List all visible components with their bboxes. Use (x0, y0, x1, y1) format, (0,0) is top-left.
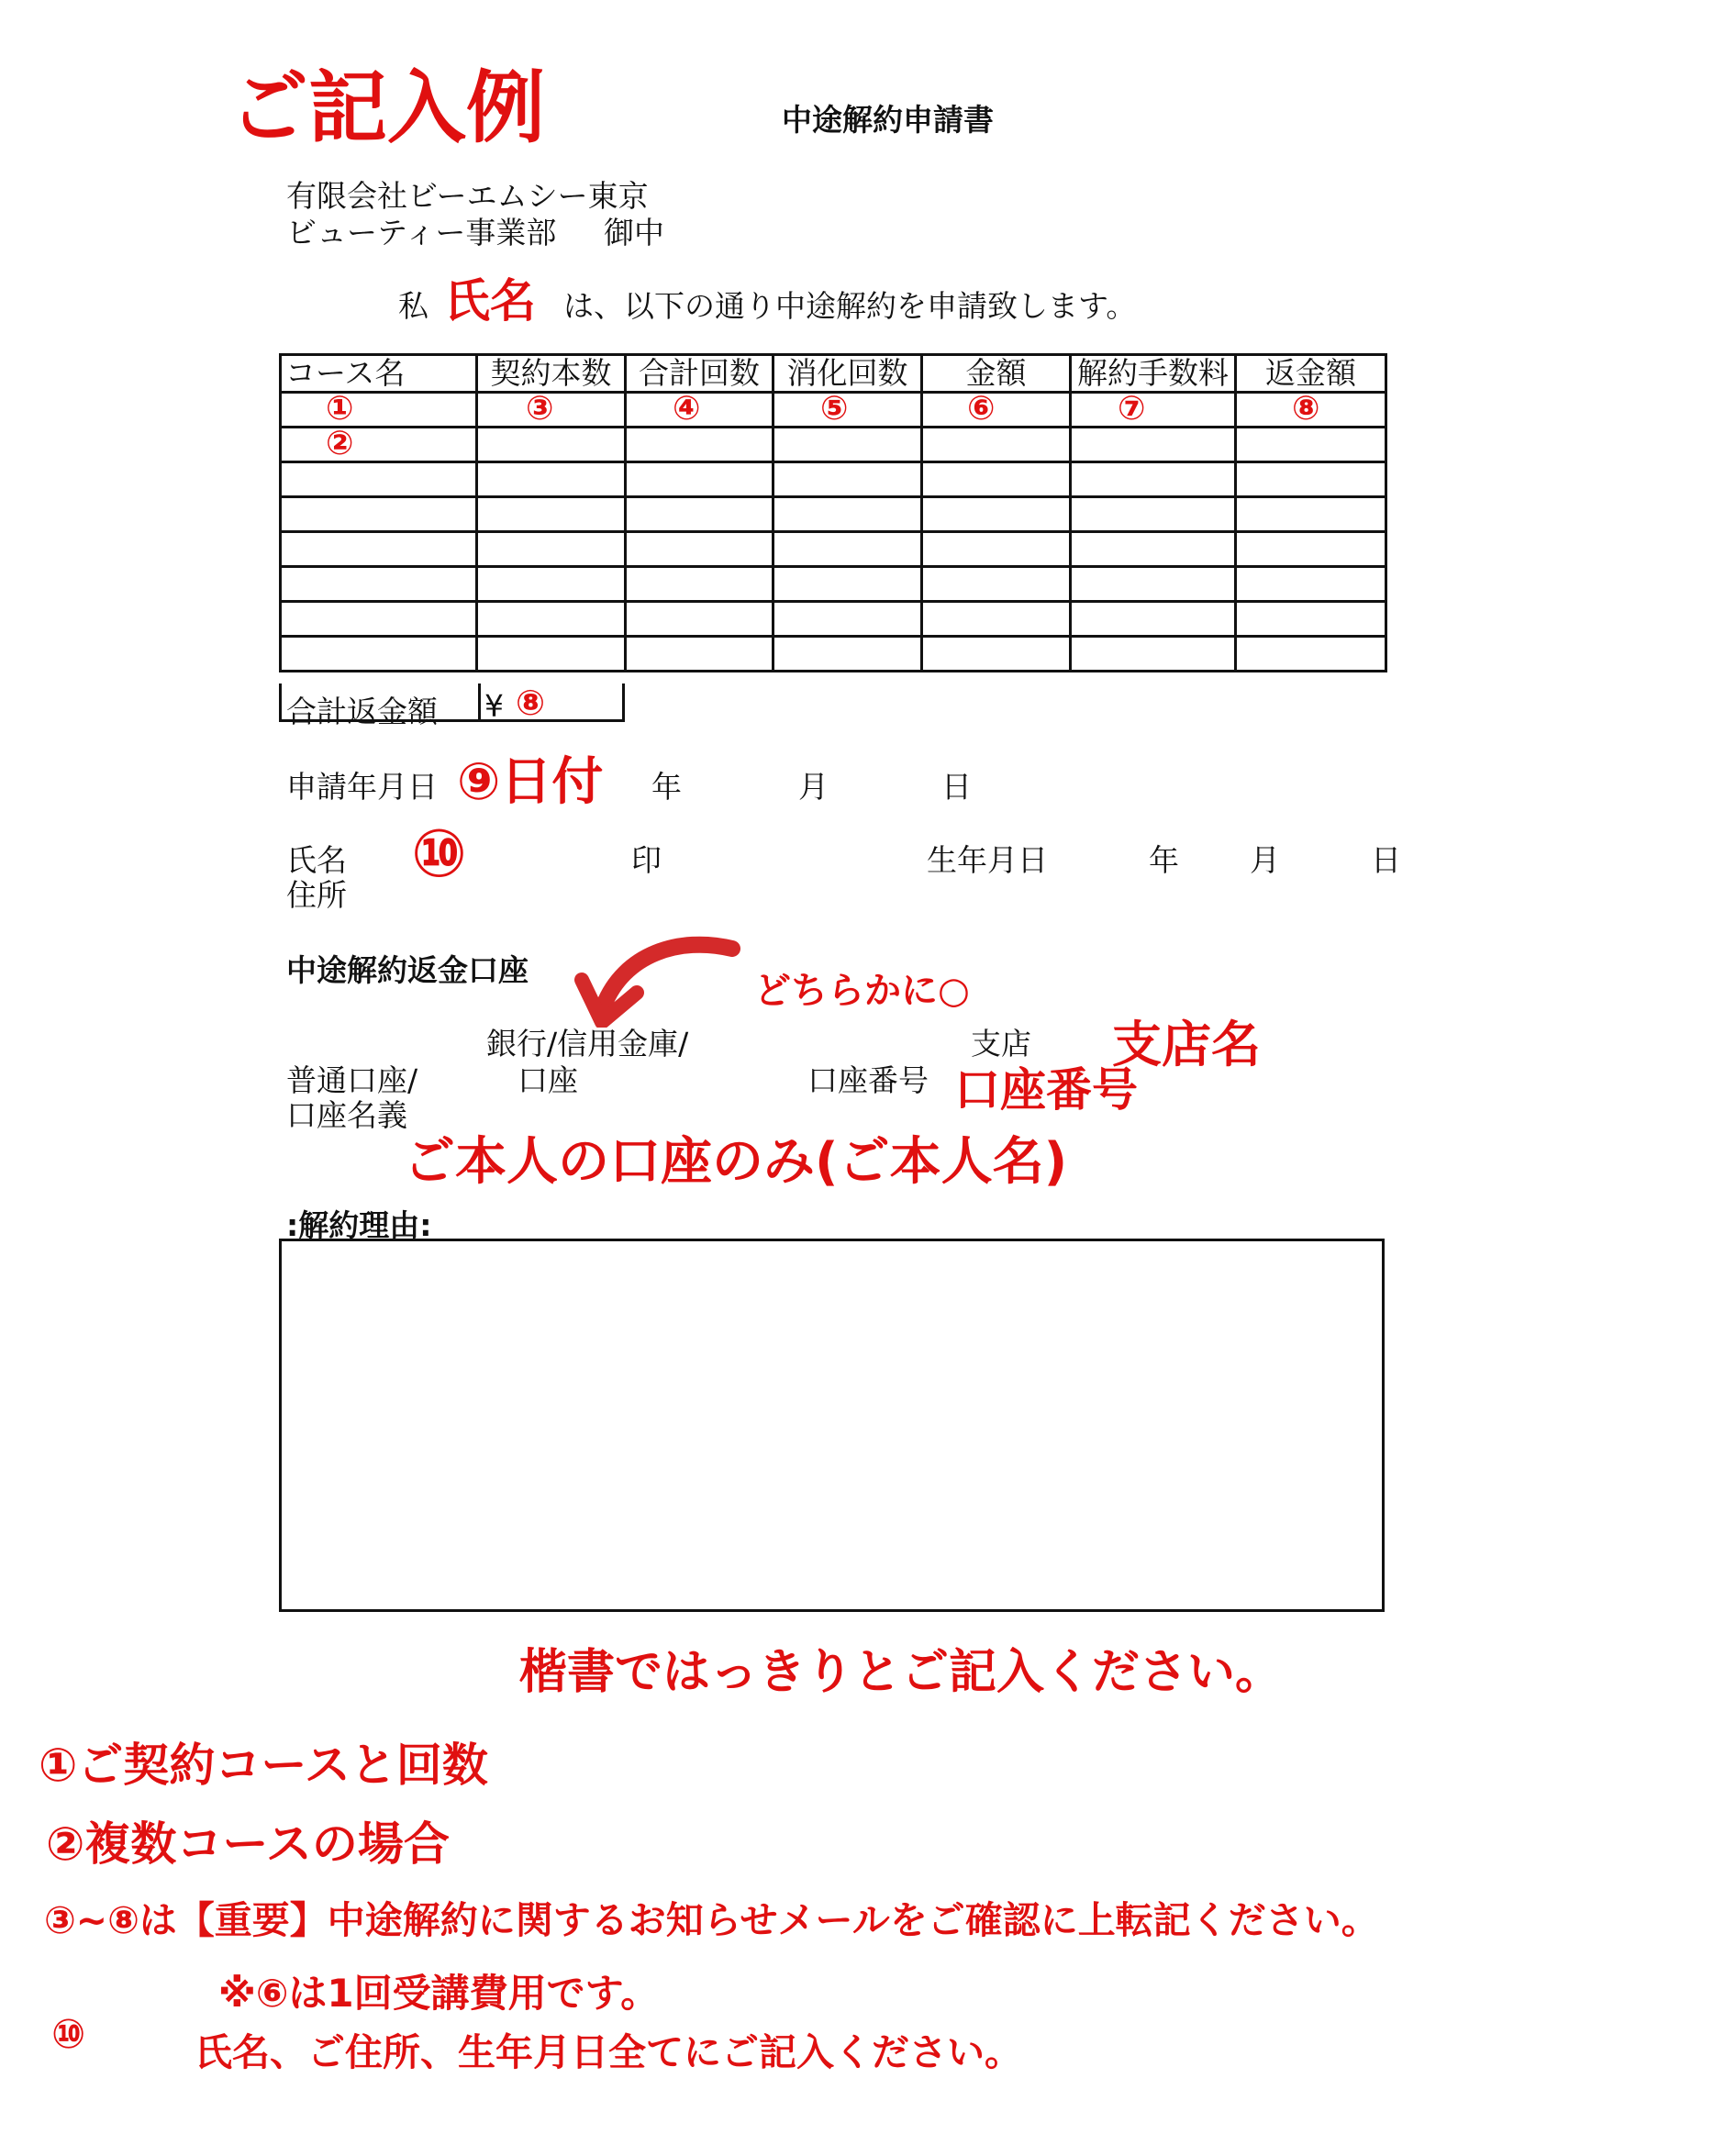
cell-used[interactable] (773, 532, 922, 567)
cell-refund[interactable] (1236, 567, 1386, 602)
account-holder-label: 口座名義 (286, 1097, 407, 1133)
cell-contract[interactable] (477, 497, 626, 532)
table-row (281, 602, 1386, 637)
seal-label: 印 (631, 842, 662, 878)
note-3: ③~⑧は【重要】中途解約に関するお知らせメールをご確認に上転記ください。 (44, 1898, 1379, 1942)
cell-total[interactable] (626, 428, 773, 462)
cell-fee[interactable] (1071, 602, 1236, 637)
header-course-name: コース名 (281, 355, 477, 393)
cell-fee[interactable] (1071, 428, 1236, 462)
table-row (281, 532, 1386, 567)
cell-course[interactable] (281, 637, 477, 672)
note-4: ※⑥は1回受講費用です。 (218, 1971, 660, 2016)
cell-contract[interactable] (477, 462, 626, 497)
birth-year: 年 (1149, 842, 1179, 878)
cell-amount[interactable] (922, 602, 1071, 637)
account-word: 口座 (518, 1062, 578, 1098)
mark-2: ② (326, 425, 354, 462)
cell-used[interactable] (773, 390, 922, 428)
mark-3: ③ (526, 390, 554, 428)
mark-1: ① (326, 390, 354, 428)
cell-refund[interactable] (1236, 390, 1386, 428)
reason-label: :解約理由: (286, 1207, 432, 1243)
cell-amount[interactable] (922, 532, 1071, 567)
statement-name-example: 氏名 (444, 274, 536, 328)
cell-course[interactable] (281, 390, 477, 428)
cell-fee[interactable] (1071, 462, 1236, 497)
cell-total[interactable] (626, 637, 773, 672)
recipient-honorific: 御中 (604, 215, 664, 250)
form-title: 中途解約申請書 (782, 102, 994, 138)
applicant-address-label: 住所 (286, 877, 347, 913)
cell-course[interactable] (281, 532, 477, 567)
cell-contract[interactable] (477, 390, 626, 428)
cell-used[interactable] (773, 567, 922, 602)
table-row (281, 637, 1386, 672)
header-total-sessions: 合計回数 (626, 355, 773, 393)
refund-account-heading: 中途解約返金口座 (286, 952, 529, 988)
cell-total[interactable] (626, 390, 773, 428)
recipient-department: ビューティー事業部 (286, 215, 557, 250)
note-5-text: 氏名、ご住所、生年月日全てにご記入ください。 (195, 2030, 1022, 2074)
note-5-mark: ⑩ (51, 2011, 86, 2058)
cell-used[interactable] (773, 462, 922, 497)
cell-used[interactable] (773, 428, 922, 462)
cell-course[interactable] (281, 425, 477, 462)
statement-prefix: 私 (398, 288, 428, 324)
cell-total[interactable] (626, 497, 773, 532)
statement-suffix: は、以下の通り中途解約を申請致します。 (563, 288, 1137, 324)
cell-refund[interactable] (1236, 428, 1386, 462)
table-header-row (281, 355, 1386, 393)
bank-types: 銀行/信用金庫/ (486, 1026, 689, 1061)
application-date-label: 申請年月日 (286, 769, 438, 805)
cell-amount[interactable] (922, 637, 1071, 672)
header-refund: 返金額 (1236, 355, 1386, 393)
cell-total[interactable] (626, 602, 773, 637)
cell-refund[interactable] (1236, 637, 1386, 672)
mark-5: ⑤ (820, 390, 849, 428)
cell-refund[interactable] (1236, 462, 1386, 497)
table-row (281, 567, 1386, 602)
total-divider (478, 683, 481, 722)
cell-used[interactable] (773, 602, 922, 637)
cell-contract[interactable] (477, 532, 626, 567)
reason-textbox[interactable] (279, 1239, 1385, 1612)
header-cancel-fee: 解約手数料 (1071, 355, 1236, 393)
account-holder-note: ご本人の口座のみ(ご本人名) (404, 1132, 1068, 1192)
birth-month: 月 (1250, 842, 1280, 878)
cell-total[interactable] (626, 462, 773, 497)
arrow-note: どちらかに○ (754, 970, 970, 1012)
birth-date-label: 生年月日 (927, 842, 1048, 878)
cell-contract[interactable] (477, 637, 626, 672)
cell-fee[interactable] (1071, 567, 1236, 602)
cell-fee[interactable] (1071, 497, 1236, 532)
cell-course[interactable] (281, 602, 477, 637)
applicant-mark-10: ⑩ (411, 815, 467, 892)
mark-8: ⑧ (1292, 390, 1320, 428)
cell-amount[interactable] (922, 567, 1071, 602)
cell-refund[interactable] (1236, 497, 1386, 532)
cell-course[interactable] (281, 462, 477, 497)
cell-refund[interactable] (1236, 602, 1386, 637)
account-number-example: 口座番号 (954, 1063, 1138, 1117)
recipient-company: 有限会社ビーエムシー東京 (286, 178, 649, 214)
cell-fee[interactable] (1071, 637, 1236, 672)
cell-contract[interactable] (477, 567, 626, 602)
course-table (279, 353, 1387, 672)
table-row (281, 497, 1386, 532)
cell-refund[interactable] (1236, 532, 1386, 567)
applicant-name-label: 氏名 (286, 842, 347, 878)
application-date-mark: ⑨日付 (457, 752, 604, 812)
total-mark-8: ⑧ (516, 683, 546, 723)
header-contract-count: 契約本数 (477, 355, 626, 393)
account-number-label: 口座番号 (807, 1062, 929, 1098)
example-label: ご記入例 (229, 62, 545, 154)
application-year: 年 (651, 769, 682, 805)
note-1: ①ご契約コースと回数 (39, 1739, 488, 1792)
branch-label: 支店 (971, 1026, 1031, 1061)
header-amount: 金額 (922, 355, 1071, 393)
cell-amount[interactable] (922, 428, 1071, 462)
cell-total[interactable] (626, 532, 773, 567)
cell-amount[interactable] (922, 390, 1071, 428)
branch-example: 支店名 (1112, 1016, 1261, 1073)
account-type: 普通口座/ (286, 1062, 418, 1098)
table-row (281, 393, 1386, 428)
mark-4: ④ (673, 390, 701, 428)
application-day: 日 (941, 769, 972, 805)
application-month: 月 (798, 769, 829, 805)
cell-course[interactable] (281, 497, 477, 532)
table-row (281, 428, 1386, 462)
cell-course[interactable] (281, 567, 477, 602)
mark-6: ⑥ (967, 390, 996, 428)
note-2: ②複数コースの場合 (46, 1817, 450, 1871)
cell-amount[interactable] (922, 462, 1071, 497)
cell-used[interactable] (773, 637, 922, 672)
cell-total[interactable] (626, 567, 773, 602)
cell-contract[interactable] (477, 602, 626, 637)
curved-arrow-icon (569, 927, 752, 1028)
birth-day: 日 (1371, 842, 1401, 878)
total-yen: ¥ (484, 688, 504, 724)
mark-7: ⑦ (1118, 390, 1146, 428)
cell-contract[interactable] (477, 428, 626, 462)
cell-fee[interactable] (1071, 390, 1236, 428)
cell-fee[interactable] (1071, 532, 1236, 567)
header-used-sessions: 消化回数 (773, 355, 922, 393)
handwriting-note: 楷書ではっきりとご記入ください。 (519, 1645, 1284, 1700)
total-refund-label: 合計返金額 (286, 694, 438, 729)
table-row (281, 462, 1386, 497)
cell-used[interactable] (773, 497, 922, 532)
cell-amount[interactable] (922, 497, 1071, 532)
